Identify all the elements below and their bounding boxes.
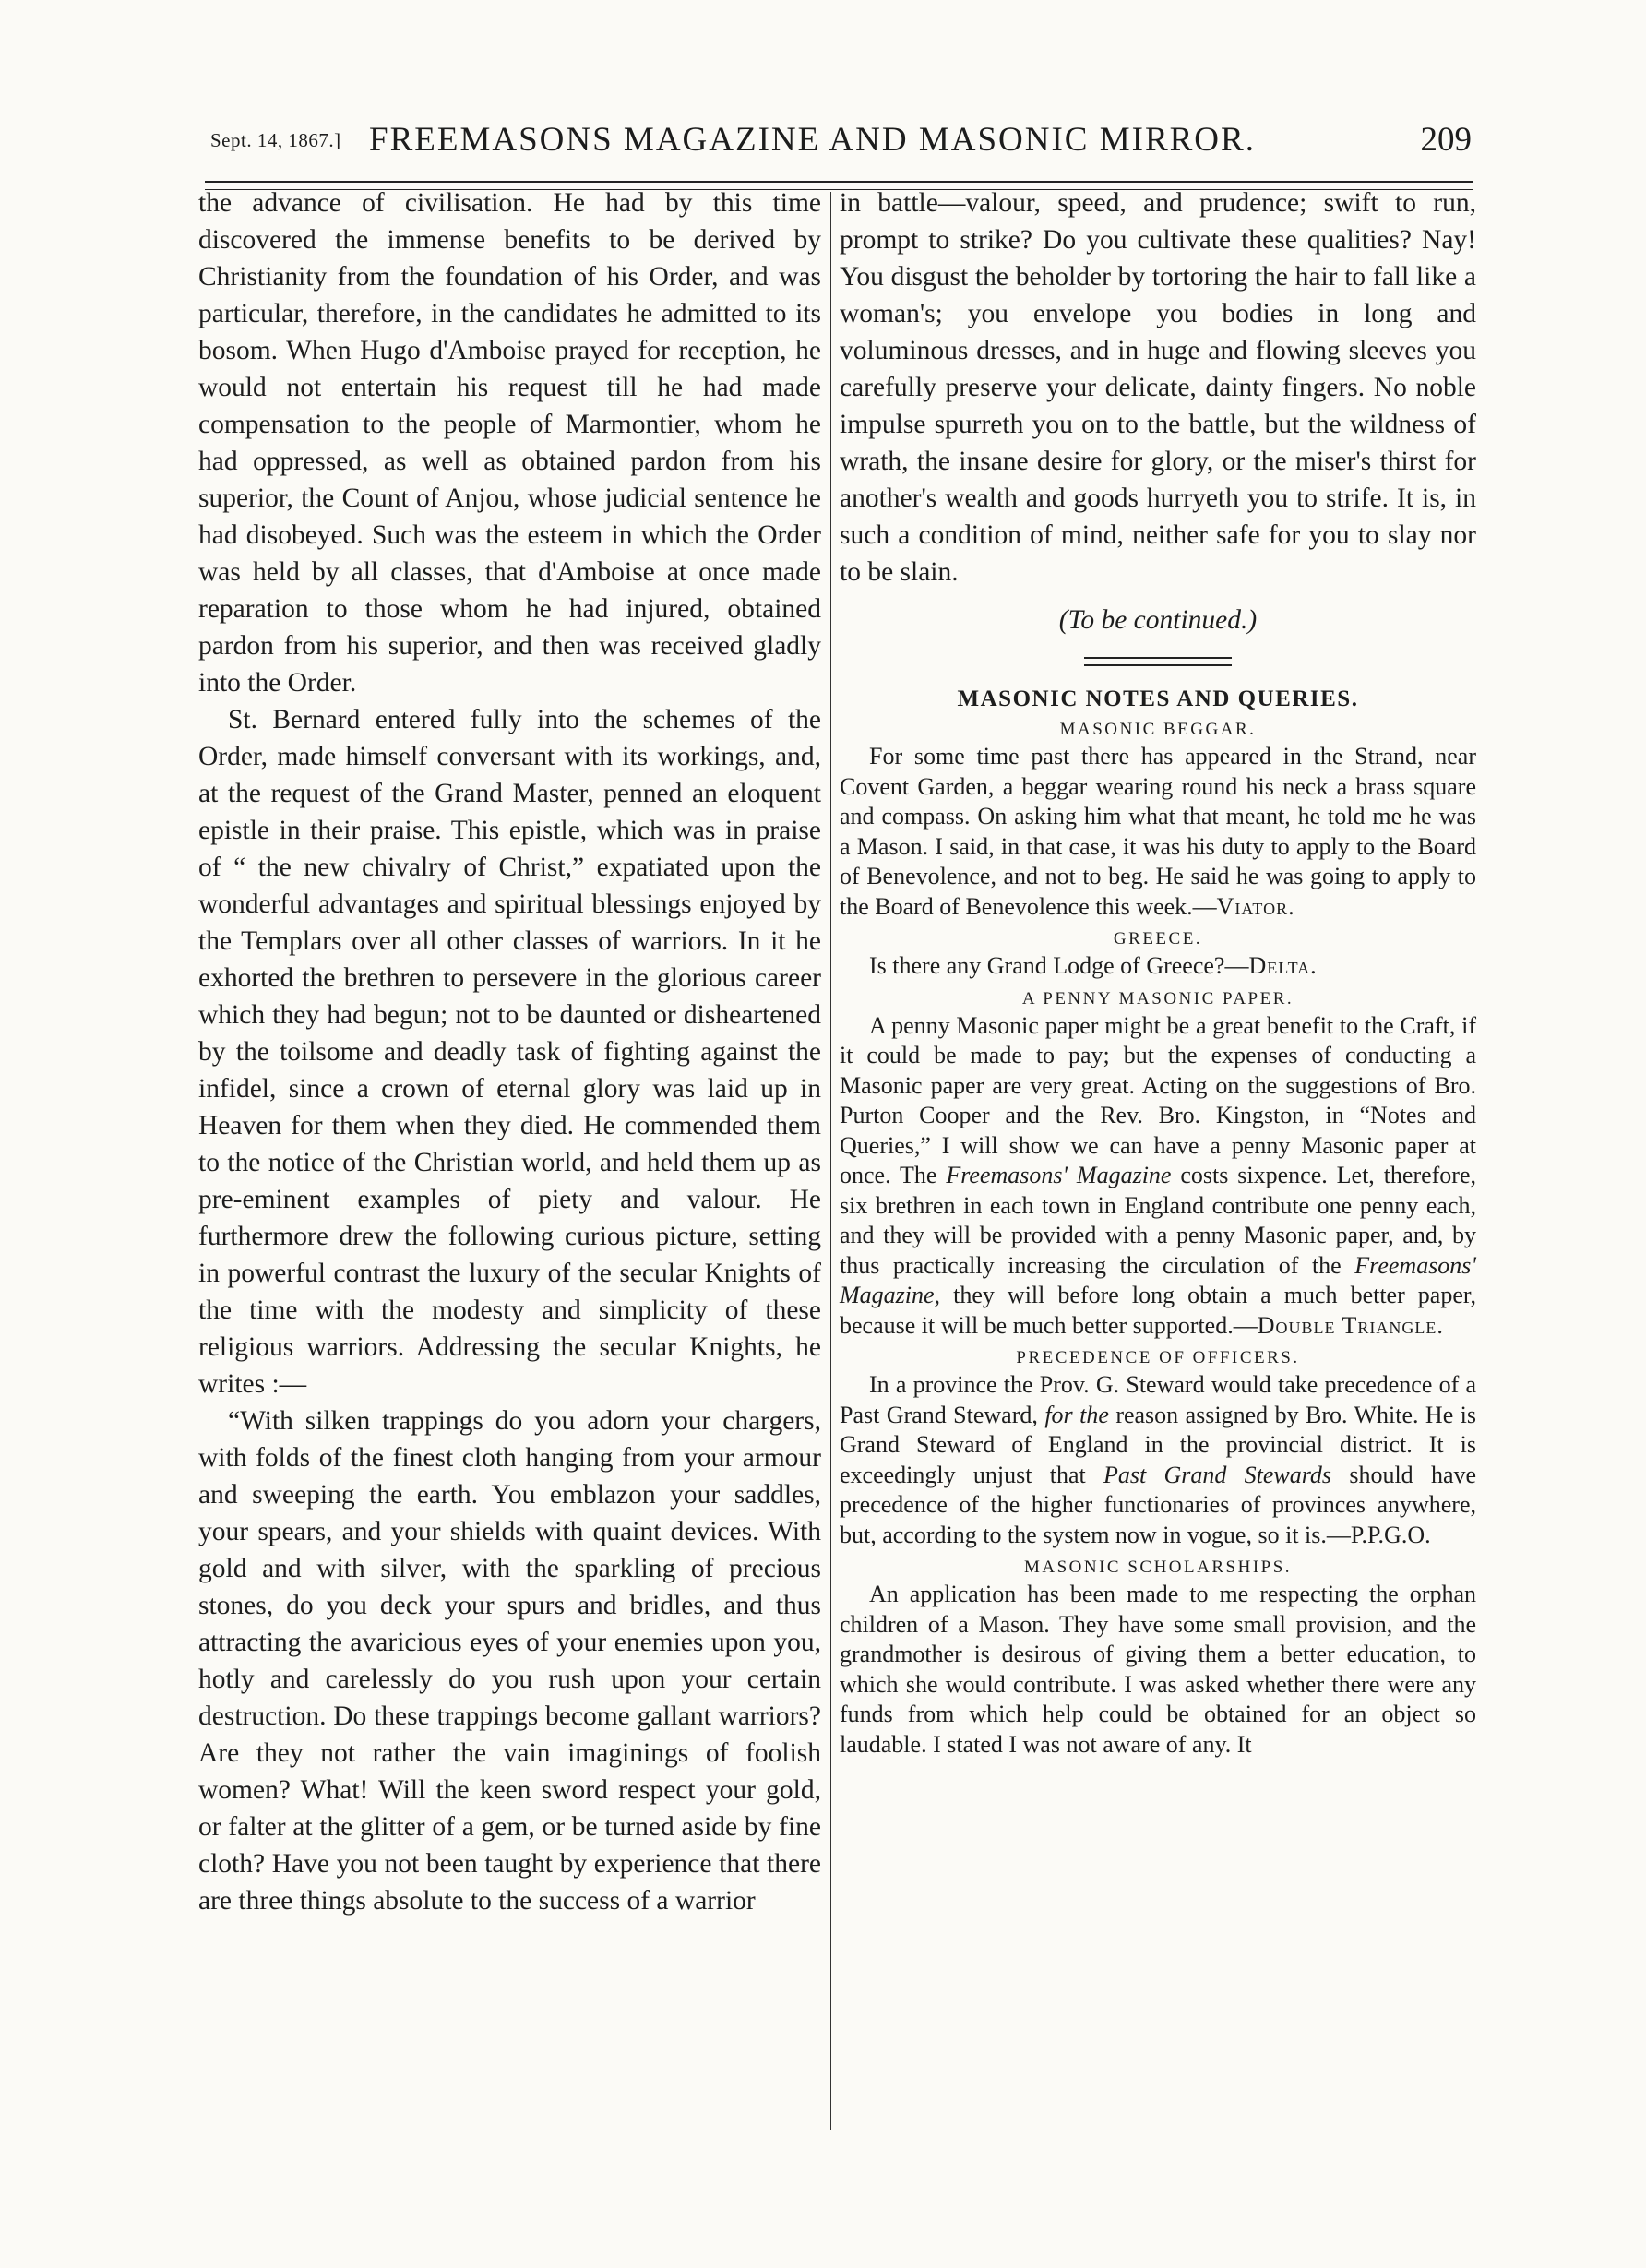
quotation-paragraph: “With silken trappings do you adorn your chargers, with folds of the finest cloth hanging from your armour and sweeping the earth. You emblazon your saddles, your spears, and your shields with quaint devices. With gold and with silver, with the sparkling of precious stones, do you deck your spurs and bridles, and thus attracting the avaricious eyes of your enemies upon you, hotly and carelessly do you rush upon your certain destruction. Do these trappings become gallant warriors? Are they not rather the vain imaginings of foolish women? What! Will the keen sword respect your gold, or falter at the glitter of a gem, or be turned aside by fine cloth? Have you not been taught by experience that there are three things absolute to the success of a warrior xyxy=(198,1406,821,1916)
note-text-precedence: In a province the Prov. G. Steward would take precedence of a Past Grand Steward, for the reason assigned by Bro. White. He is Grand Steward of England in the provincial district. It is exceedingly unjust that Past Grand Stewards should have precedence of the higher functionaries of provinces anywhere, but, according to the system now in vogue, so it is.—P.P.G.O. xyxy=(840,1371,1477,1548)
left-column xyxy=(198,185,821,1919)
note-heading-scholarships: MASONIC SCHOLARSHIPS. xyxy=(1023,1558,1293,1577)
note-text-paper: A penny Masonic paper might be a great benefit to the Craft, if it could be made to pay; but the expenses of conducting a Masonic paper are very great. Acting on the suggestions of Bro. Purton Cooper and the Rev. Bro. Kingston, in “Notes and Queries,” I will show we can have a penny Masonic paper at once. The Freemasons' Magazine costs sixpence. Let, therefore, six brethren in each town in England contribute one penny each, and they will be provided with a penny Masonic paper, and, by thus practically increasing the circulation of the Freemasons' Magazine, they will before long obtain a much better paper, because it will be much better supported.—Double Triangle. xyxy=(840,1011,1477,1339)
signature: Viator. xyxy=(1216,892,1295,920)
paragraph: the advance of civilisation. He had by this time discovered the immense benefits to be derived by Christianity from the foundation of his Order, and was particular, therefore, in the candidates he admitted to its bosom. When Hugo d'Amboise prayed for reception, he would not entertain his request till he had made compensation to the people of Marmontier, whom he had oppressed, as well as obtained pardon from his superior, the Count of Anjou, whose judicial sentence he had disobeyed. Such was the esteem in which the Order was held by all classes, that d'Amboise at once made reparation to those whom he had injured, obtained pardon from his superior, and then was received gladly into the Order. xyxy=(198,188,821,698)
to-be-continued: (To be continued.) xyxy=(1058,605,1258,635)
signature: Delta. xyxy=(1248,952,1318,979)
signature: Double Triangle. xyxy=(1257,1311,1444,1339)
column-divider xyxy=(830,192,831,2130)
page-header xyxy=(185,120,1481,175)
page-number: 209 xyxy=(1420,121,1472,159)
note-text-greece: Is there any Grand Lodge of Greece?—Delta. xyxy=(869,952,1318,979)
note-heading-paper: A PENNY MASONIC PAPER. xyxy=(1021,988,1294,1009)
right-column xyxy=(840,185,1476,1760)
note-heading-precedence: PRECEDENCE OF OFFICERS. xyxy=(1016,1348,1300,1367)
section-rule xyxy=(1084,657,1232,666)
paragraph: St. Bernard entered fully into the schemes of the Order, made himself conversant with its workings, and, at the request of the Grand Master, penned an eloquent epistle in their praise. This epistle, which was in praise of “ the new chivalry of Christ,” expatiated upon the wonderful advantages and spiritual blessings enjoyed by the Templars over all other classes of warriors. In it he exhorted the brethren to persevere in the glorious career which they had begun; not to be daunted or disheartened by the toilsome and deadly task of fighting against the infidel, since a crown of eternal glory was laid up in Heaven for them when they died. He commended them to the notice of the Christian world, and held them up as pre-eminent examples of piety and valour. He furthermore drew the following curious picture, setting in powerful contrast the luxury of the secular Knights of the time with the modesty and simplicity of these religious warriors. Addressing the secular Knights, he writes :— xyxy=(198,705,821,1399)
note-text-beggar: For some time past there has appeared in the Strand, near Covent Garden, a beggar wearing round his neck a brass square and compass. On asking him what that meant, he told me he was a Mason. I said, in that case, it was his duty to apply to the Board of Benevolence, and not to beg. He said he was going to apply to the Board of Benevolence this week.—Viator. xyxy=(840,743,1476,920)
publication-title: FREEMASONS MAGAZINE AND MASONIC MIRROR. xyxy=(369,121,1256,159)
issue-date: Sept. 14, 1867.] xyxy=(210,129,341,151)
note-heading-greece: GREECE. xyxy=(1113,929,1203,949)
note-text-scholarships: An application has been made to me respecting the orphan children of a Mason. They have some small provision, and the grandmother is desirous of giving them a better education, to which she would contribute. I was asked whether there were any funds from which help could be obtained for an object so laudable. I stated I was not aware of any. It xyxy=(840,1581,1476,1758)
note-heading-beggar: MASONIC BEGGAR. xyxy=(1059,720,1257,739)
section-title: MASONIC NOTES AND QUERIES. xyxy=(957,686,1359,711)
paragraph: in battle—valour, speed, and prudence; swift to run, prompt to strike? Do you cultivate these qualities? Nay! You disgust the beholder by tortoring the hair to fall like a woman's; you envelope you bodies in long and voluminous dresses, and in huge and flowing sleeves you carefully preserve your delicate, dainty fingers. No noble impulse spurreth you on to the battle, but the wildness of wrath, the insane desire for glory, or the miser's thirst for another's wealth and goods hurryeth you to strife. It is, in such a condition of mind, neither safe for you to slay nor to be slain. xyxy=(840,188,1476,587)
